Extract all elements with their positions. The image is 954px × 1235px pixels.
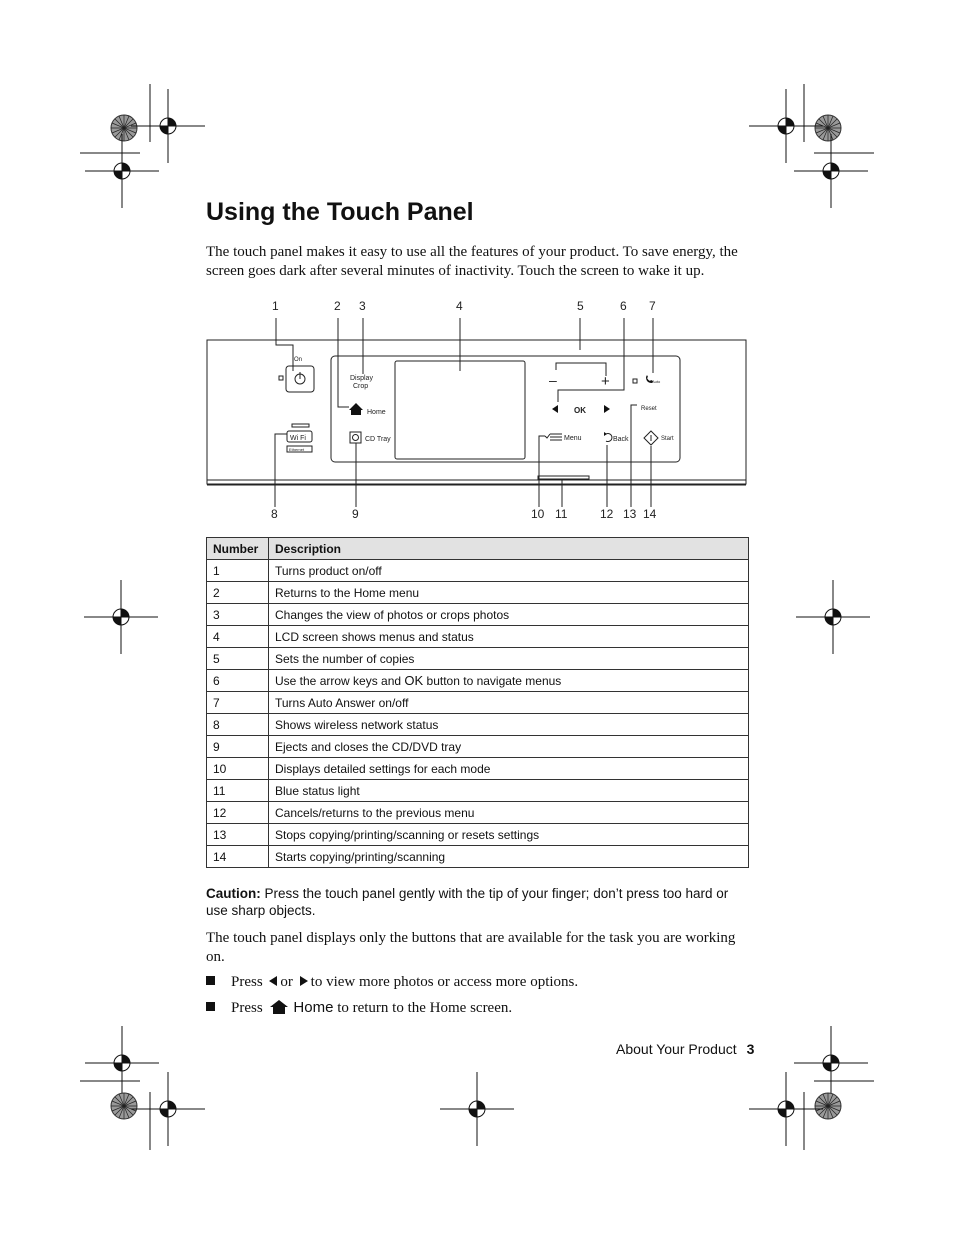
row-number: 13 xyxy=(207,824,269,846)
left-arrow-icon xyxy=(269,976,277,986)
row-number: 11 xyxy=(207,780,269,802)
callout-9: 9 xyxy=(352,507,359,521)
display-label: Display xyxy=(350,375,373,382)
table-row xyxy=(207,758,749,780)
table-row xyxy=(207,670,749,692)
table-row xyxy=(207,780,749,802)
description-table xyxy=(206,537,749,868)
reset-label: Reset xyxy=(641,406,657,412)
bullet1-press: Press xyxy=(231,974,263,990)
panel-buttons-paragraph: The touch panel displays only the buttons that are available for the task you are working on. xyxy=(206,930,736,965)
table-header-row xyxy=(207,538,749,560)
row-description: Shows wireless network status xyxy=(269,714,749,736)
row-description xyxy=(269,670,749,692)
bullet-home xyxy=(206,998,512,1018)
on-label: On xyxy=(294,357,303,363)
row-number: 7 xyxy=(207,692,269,714)
minus-button: – xyxy=(549,372,557,388)
ethernet-label: Ethernet xyxy=(289,447,305,452)
header-description: Description xyxy=(269,538,749,560)
bullet-square-icon xyxy=(206,1002,215,1011)
callout-2: 2 xyxy=(334,299,341,313)
row-number: 14 xyxy=(207,846,269,868)
start-label: Start xyxy=(661,436,674,442)
row-number: 4 xyxy=(207,626,269,648)
row-number: 12 xyxy=(207,802,269,824)
table-row xyxy=(207,560,749,582)
callout-7: 7 xyxy=(649,299,656,313)
desc-pre: Use the arrow keys and xyxy=(275,674,405,688)
table-row xyxy=(207,714,749,736)
row-description: Turns product on/off xyxy=(269,560,749,582)
cd-tray-icon xyxy=(350,432,361,443)
row-number: 10 xyxy=(207,758,269,780)
home-icon xyxy=(349,403,363,415)
table-row xyxy=(207,846,749,868)
menu-icon xyxy=(550,434,562,440)
callout-12: 12 xyxy=(600,507,614,521)
row-number: 8 xyxy=(207,714,269,736)
callout-1: 1 xyxy=(272,299,279,313)
callout-4: 4 xyxy=(456,299,463,313)
right-arrow-icon xyxy=(300,976,308,986)
callout-5: 5 xyxy=(577,299,584,313)
row-description: Changes the view of photos or crops photos xyxy=(269,604,749,626)
status-light xyxy=(538,476,589,479)
auto-label: Auto xyxy=(652,379,661,384)
page-title: Using the Touch Panel xyxy=(206,198,474,226)
bullet2-press: Press xyxy=(231,1000,263,1016)
desc-post: button to navigate menus xyxy=(423,674,562,688)
row-description: Ejects and closes the CD/DVD tray xyxy=(269,736,749,758)
intro-paragraph: The touch panel makes it easy to use all the features of your product. To save energy, the screen goes dark after several minutes of inactivity. Touch the screen to wake it up. xyxy=(206,244,738,279)
bullet1-or: or xyxy=(280,974,293,990)
page-number: 3 xyxy=(746,1041,755,1057)
caution-note xyxy=(206,885,751,919)
back-label: Back xyxy=(613,436,629,443)
cd-tray-label: CD Tray xyxy=(365,436,391,443)
table-row xyxy=(207,582,749,604)
callout-6: 6 xyxy=(620,299,627,313)
back-icon xyxy=(606,434,612,442)
row-number: 9 xyxy=(207,736,269,758)
home-icon xyxy=(269,999,289,1015)
ok-word: OK xyxy=(404,673,424,688)
row-description: LCD screen shows menus and status xyxy=(269,626,749,648)
left-arrow-icon xyxy=(552,405,558,413)
table-row xyxy=(207,626,749,648)
table-row xyxy=(207,604,749,626)
right-arrow-icon xyxy=(604,405,610,413)
row-number: 3 xyxy=(207,604,269,626)
wifi-label: Wi Fi xyxy=(290,435,306,442)
table-row xyxy=(207,692,749,714)
caution-label: Caution: xyxy=(206,886,261,901)
ok-button: OK xyxy=(574,406,586,415)
row-number: 5 xyxy=(207,648,269,670)
row-description: Displays detailed settings for each mode xyxy=(269,758,749,780)
row-description: Returns to the Home menu xyxy=(269,582,749,604)
crop-label: Crop xyxy=(353,383,369,390)
table-row xyxy=(207,736,749,758)
row-description: Stops copying/printing/scanning or resets settings xyxy=(269,824,749,846)
bullet-square-icon xyxy=(206,976,215,985)
lcd-screen xyxy=(395,361,525,459)
bullet2-rest: to return to the Home screen. xyxy=(337,1000,513,1016)
bullet1-rest: to view more photos or access more options. xyxy=(310,974,579,990)
row-description: Sets the number of copies xyxy=(269,648,749,670)
callout-3: 3 xyxy=(359,299,366,313)
callout-11: 11 xyxy=(555,507,568,521)
bullet2-home: Home xyxy=(293,999,334,1016)
table-row xyxy=(207,824,749,846)
menu-label: Menu xyxy=(564,435,582,442)
row-description: Starts copying/printing/scanning xyxy=(269,846,749,868)
callout-13: 13 xyxy=(623,507,637,521)
table-row xyxy=(207,802,749,824)
row-description: Turns Auto Answer on/off xyxy=(269,692,749,714)
row-number: 2 xyxy=(207,582,269,604)
callout-14: 14 xyxy=(643,507,657,521)
callout-8: 8 xyxy=(271,507,278,521)
row-description: Blue status light xyxy=(269,780,749,802)
header-number: Number xyxy=(207,538,269,560)
caution-text: Press the touch panel gently with the tip of your finger; don’t press too hard or use sharp objects. xyxy=(206,886,729,918)
home-label: Home xyxy=(367,409,386,416)
page-footer xyxy=(616,1041,754,1057)
row-description: Cancels/returns to the previous menu xyxy=(269,802,749,824)
row-number: 1 xyxy=(207,560,269,582)
bullet-arrows xyxy=(206,973,578,992)
plus-button: + xyxy=(601,373,610,390)
footer-section: About Your Product xyxy=(616,1041,737,1057)
callout-10: 10 xyxy=(531,507,545,521)
row-number: 6 xyxy=(207,670,269,692)
table-row xyxy=(207,648,749,670)
